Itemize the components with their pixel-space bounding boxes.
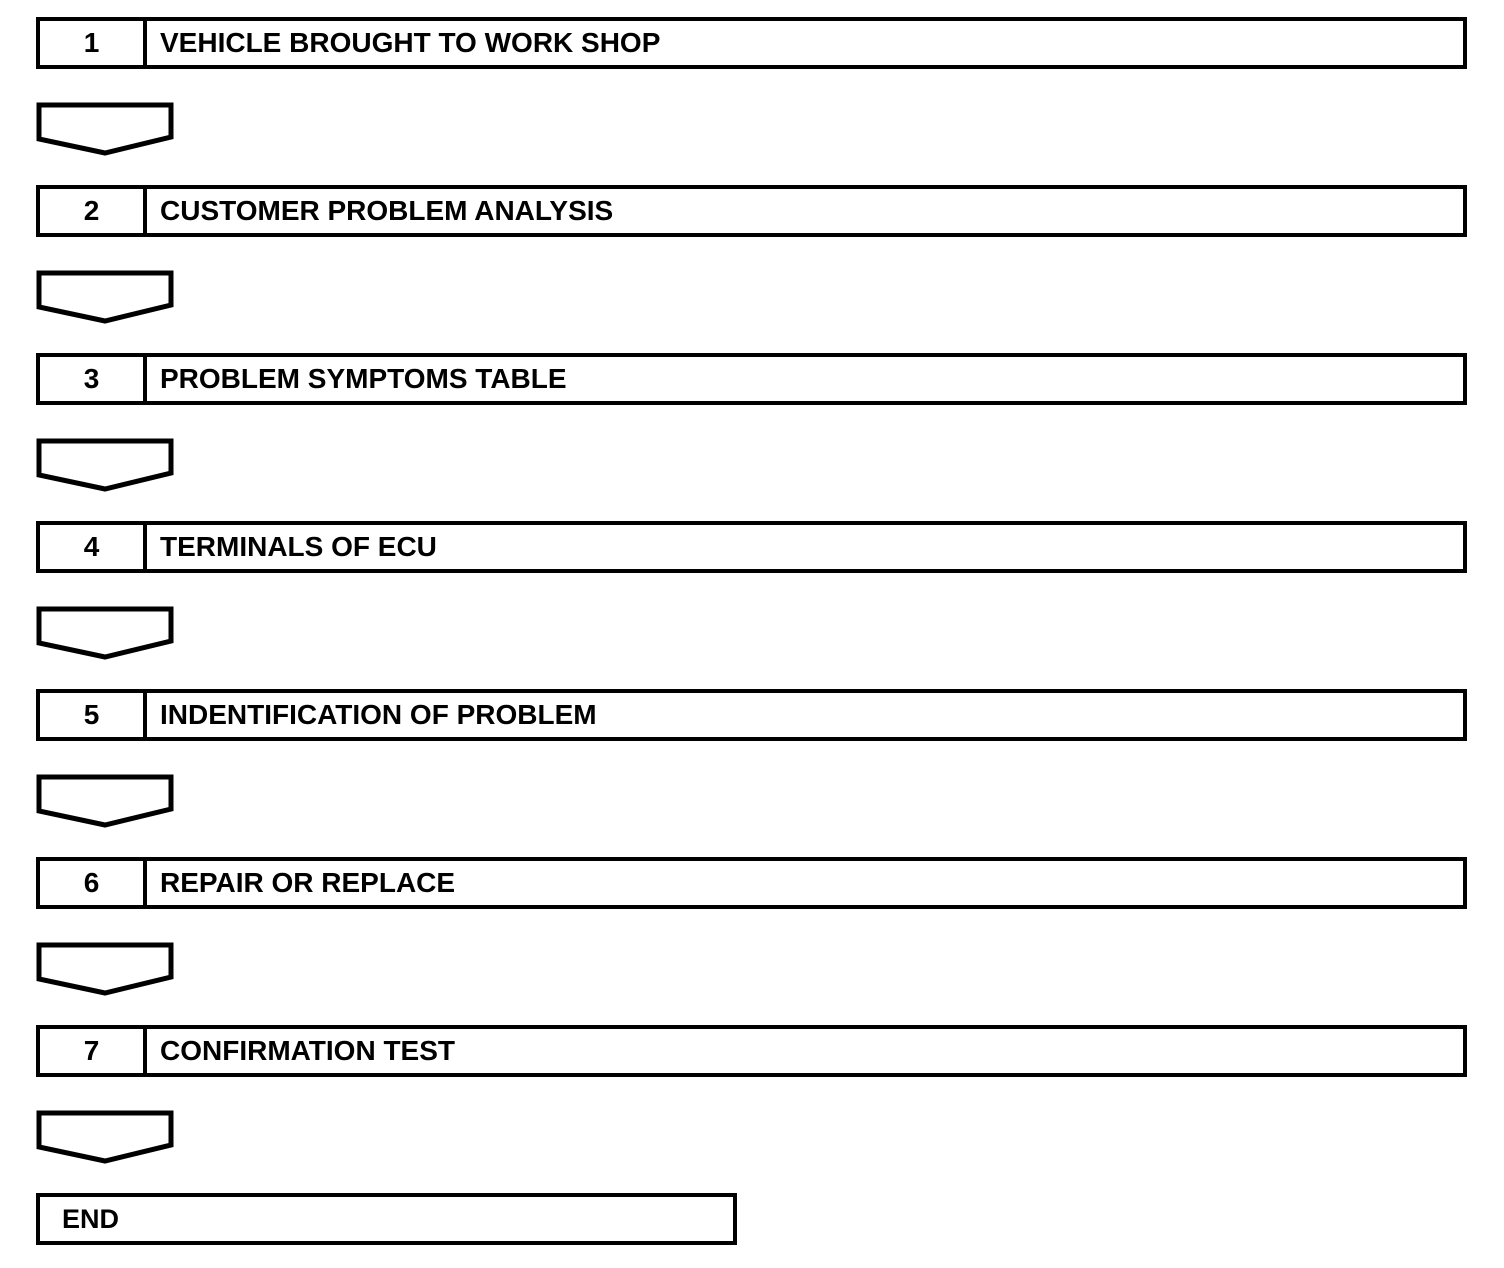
step-label: TERMINALS OF ECU xyxy=(160,531,437,562)
step-box-5 xyxy=(36,689,1467,741)
step-number: 5 xyxy=(40,693,147,737)
flow-arrow-down-icon xyxy=(36,1110,174,1164)
flow-arrow-down-icon xyxy=(36,270,174,324)
step-box-2 xyxy=(36,185,1467,237)
step-box-4 xyxy=(36,521,1467,573)
step-number: 1 xyxy=(40,21,147,65)
step-number: 2 xyxy=(40,189,147,233)
step-label: CUSTOMER PROBLEM ANALYSIS xyxy=(160,195,614,226)
flow-arrow-down-icon xyxy=(36,774,174,828)
step-box-6 xyxy=(36,857,1467,909)
step-number: 3 xyxy=(40,357,147,401)
step-box-1 xyxy=(36,17,1467,69)
flow-arrow-down-icon xyxy=(36,606,174,660)
flow-arrow-down-icon xyxy=(36,942,174,996)
step-label: INDENTIFICATION OF PROBLEM xyxy=(160,699,597,730)
step-box-3 xyxy=(36,353,1467,405)
step-label: REPAIR OR REPLACE xyxy=(160,867,456,898)
step-box-7 xyxy=(36,1025,1467,1077)
step-label: VEHICLE BROUGHT TO WORK SHOP xyxy=(160,27,661,58)
end-box xyxy=(36,1193,737,1245)
step-label: CONFIRMATION TEST xyxy=(160,1035,456,1066)
step-number: 7 xyxy=(40,1029,147,1073)
step-number: 6 xyxy=(40,861,147,905)
end-label: END xyxy=(62,1203,120,1234)
flow-arrow-down-icon xyxy=(36,438,174,492)
flow-arrow-down-icon xyxy=(36,102,174,156)
step-number: 4 xyxy=(40,525,147,569)
step-label: PROBLEM SYMPTOMS TABLE xyxy=(160,363,567,394)
